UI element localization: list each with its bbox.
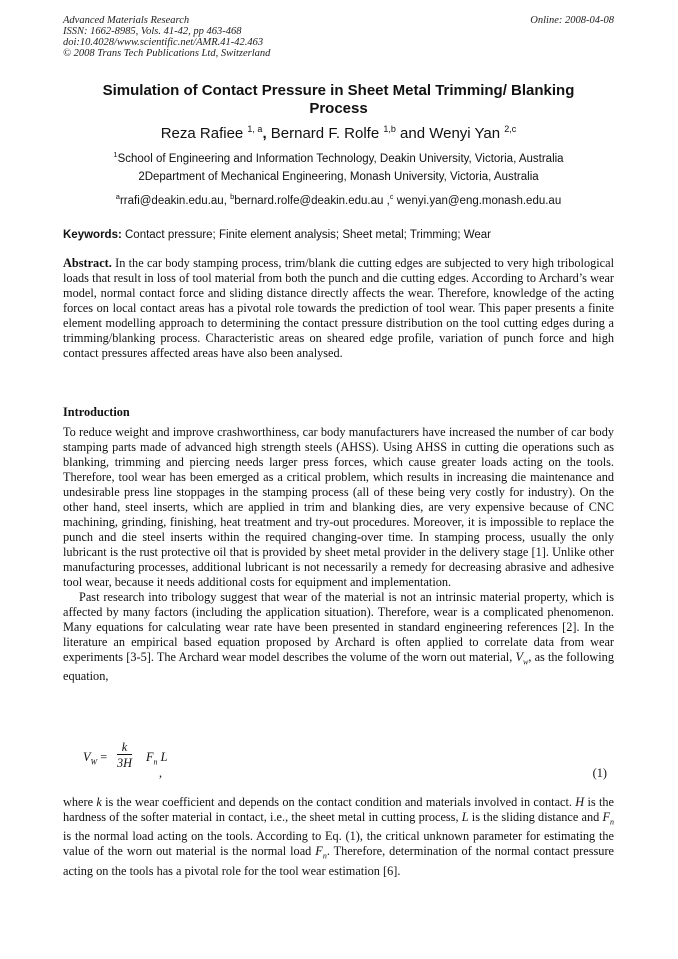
author-2-sup: 1,b [383,124,396,134]
after-eq-paragraph [63,795,614,879]
intro-p2-var-sub: w [522,657,529,667]
author-2: Bernard F. Rolfe [270,125,384,142]
eq-distance: L [157,750,168,764]
eq-number: (1) [592,766,607,780]
abstract [63,256,614,361]
intro-p2-text: Past research into tribology suggest that wear of the material is not an intrinsic material property, which is affected by many factors (including the application situation). Therefore, wear is a complicated phenomenon. Many equations for calculating wear rate have been presented in standard engineering references [2]. In the literature an empirical based equation proposed by Archard is often applied to correlate data from wear experiments [3-5]. The Archard wear model describes the volume of the worn out material, [63,590,614,664]
eq-rhs [146,750,167,766]
eq-lhs-var: V [83,750,91,764]
ae-f-sub: n [610,817,614,827]
title-line-2: Process [309,100,368,117]
author-list: Reza Rafiee $^{1, a}$, Bernard F. Rolfe $^{1,b}$ and Wenyi Yan $^{2,c}$ [160,124,517,142]
keywords [63,229,614,241]
email-line [63,192,614,207]
title-line-1: Simulation of Contact Pressure in Sheet Metal Trimming/ Blanking [102,82,575,99]
ae-t6: . Therefore, determination of the normal contact pressure acting on the tools has a pivotal role for the tool wear estimation [6]. [63,844,615,878]
after-equation-text [63,795,614,879]
intro-p2-var: V [515,650,523,664]
eq-lhs-sub: W [90,757,98,767]
author-3-sup: 2,c [504,124,517,134]
eq-lhs [83,750,107,766]
author-3: Wenyi Yan [429,125,505,142]
ae-t2: is the wear coefficient and depends on the contact condition and materials involved in contact. [101,795,576,809]
ae-t5: is the normal load acting on the tools. According to Eq. (1), the critical unknown parameter for estimating the value of the worn out material is the normal load [63,829,614,859]
affiliation-1-sup: 1 [113,150,118,159]
author-1-sup: 1, a [247,124,263,134]
ae-h: H [575,795,585,809]
email-a-sup: a [115,192,120,201]
paper-title [63,82,614,118]
issn-line: ISSN: 1662-8985, Vols. 41-42, pp 463-468 [63,26,242,37]
email-b: bernard.rolfe@deakin.edu.au , [234,194,390,207]
abstract-label: Abstract. [63,256,112,270]
online-date: Online: 2008-04-08 [530,15,614,26]
keywords-label: Keywords: [63,229,122,241]
eq-equals: = [97,750,108,764]
ae-k: k [96,795,102,809]
journal-header [63,15,270,59]
ae-t3: is the hardness of the softer material in contact, i.e., the sheet metal in cutting process, [63,795,614,824]
intro-paragraph-1: To reduce weight and improve crashworthiness, car body manufacturers have increased the number of car body stamping parts made of advanced high strength steels (AHSS). Using AHSS in cutting die operations such as blanking, trimming and piercing needs larger press forces, which cause greater loads acting on the tools. Therefore, tool wear has been emerged as a critical problem, which results in increasing die maintenance and undesirable press line stoppages in the stamping process (all of these being very costly for industry). On the other hand, steel inserts, which are applied in trim and blanking dies, are very expensive because of CNC machining, grinding, finishing, heat treatment and try-out procedures. Moreover, it is impossible to replace the punch and die steel inserts within the required changing-over time. In stamping process, usually the only lubricant is the rust protective oil that is provided by sheet metal provider in the delivery stage [1]. Unlike other manufacturing processes, additional lubricant is not necessarily a remedy for decreasing abrasive and adhesive tool wear, because it needs additional costs for equipment and implementation. [63,425,614,589]
email-a: rrafi@deakin.edu.au, [119,194,231,207]
eq-numerator: k [117,740,132,755]
author-1: Reza Rafiee [160,125,248,142]
abstract-text: In the car body stamping process, trim/blank die cutting edges are subjected to very high tribological loads that result in loss of tool material from both the punch and die cutting edges. According to Archard’s wear model, normal contact force and sliding distance directly affects the wear. Therefore, knowledge of the acting forces on local contact areas has a pivotal role towards the prediction of tool wear. This paper presents a finite element modelling approach to determining the contact pressure distribution on the tool cutting edges during a trimming/blanking process. Characteristic areas on sheared edge profile, variation of punch force and high contact pressures affected areas have also been analysed. [63,256,614,360]
equation-1 [63,740,614,780]
ae-f2-sub: n [322,851,327,861]
ae-t4: is the sliding distance and [468,810,603,824]
copyright-line: © 2008 Trans Tech Publications Ltd, Switzerland [63,48,271,59]
intro-paragraph-2 [63,590,614,684]
email-b-sup: b [230,192,235,201]
eq-fraction [117,740,132,771]
eq-denominator: 3H [117,756,133,770]
email-c: wenyi.yan@eng.monash.edu.au [393,194,562,207]
affiliation-2: 2Department of Mechanical Engineering, Monash University, Victoria, Australia [138,171,539,183]
eq-comma: , [159,766,163,780]
author-and: and [395,125,430,142]
ae-f: F [602,810,610,824]
affiliation-1-text: School of Engineering and Information Technology, Deakin University, Victoria, Australia [117,152,564,165]
intro-p2-end: , as the following equation, [63,650,614,684]
introduction-heading: Introduction [63,405,130,419]
keywords-text: Contact pressure; Finite element analysis; Sheet metal; Trimming; Wear [121,229,492,241]
eq-force-sub: n [153,757,158,767]
email-c-sup: c [389,192,394,201]
ae-l: L [461,810,469,824]
eq-force: F [146,750,154,764]
introduction-body [63,425,614,684]
ae-t1: where [63,795,97,809]
doi-line: doi:10.4028/www.scientific.net/AMR.41-42.463 [63,37,264,48]
affiliation-1 [63,150,614,165]
journal-name: Advanced Materials Research [63,15,190,26]
ae-f2: F [315,844,323,859]
